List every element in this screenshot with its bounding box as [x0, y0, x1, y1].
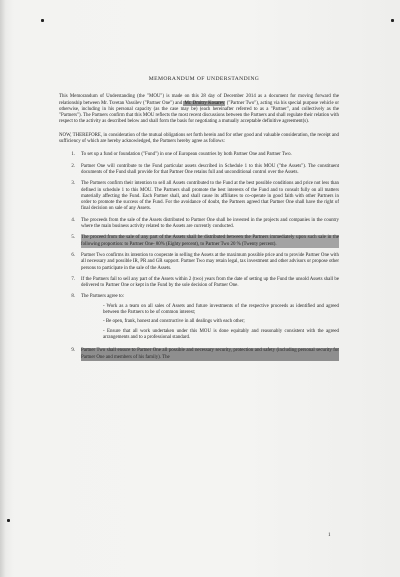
clause-number: 9. — [71, 348, 75, 354]
clause-number: 4. — [71, 217, 75, 223]
whereas-paragraph: NOW, THEREFORE, in consideration of the mutual obligations set forth herein and for other good and valuable consideration, the receipt and sufficiency of which are hereby acknowledged, the Partners hereby agree as follows: — [59, 132, 339, 145]
highlighted-name: Mr. Dmitry Kosarev — [184, 100, 225, 106]
clause-text: The Partners confirm their intention to sell all Assets contributed to the Fund at the best possible conditions and price not less than defined in schedule 1 to this MOU. The Partners shall promote the best interests of the Fund and to consult fully on all matters materially affecting the Fund. Each Partner shall, and shall cause its affiliates to co-operate in good faith with other Partners in order to promote the success of the Fund. For the avoidance of doubt, the Partners agreed that Partner One shall have the right of final decision on sale of any Assets. — [81, 181, 339, 212]
clause-number: 5. — [71, 235, 75, 241]
intro-text-1: This Memorandum of Understanding (the "MOU") is made on this 28 day of December 2014 as a document for moving forward the relationship between Mr. Tsvetan Vassilev ("Partner One") and — [59, 94, 339, 106]
scan-mark — [41, 19, 44, 22]
intro-paragraph — [59, 94, 339, 125]
clause-number: 1. — [71, 152, 75, 158]
clause-intro: The Partners agree to: — [81, 294, 125, 300]
sub-clause: - Be open, frank, honest and constructive in all dealings with each other; — [103, 319, 245, 325]
clause-4 — [59, 218, 339, 231]
clause-text — [81, 294, 339, 343]
clause-6 — [59, 253, 339, 272]
clause-5-highlighted — [59, 235, 339, 248]
sub-clause: - Ensure that all work undertaken under this MOU is done equitably and reasonably consistent with the agreed arrangements and to a professional standard. — [103, 328, 339, 340]
memorandum-body — [59, 76, 339, 366]
clause-list — [59, 152, 339, 360]
clause-text: The proceeds from the sale of the Assets distributed to Partner One shall be invested in the projects and companies in the country where the main business activity related to the Assets are currently conducted. — [81, 217, 339, 230]
clause-2 — [59, 164, 339, 177]
clause-number: 8. — [71, 294, 75, 300]
clause-3 — [59, 181, 339, 212]
document-title: MEMORANDUM OF UNDERSTANDING — [148, 76, 260, 82]
clause-text: The proceed from the sale of any part of the Assets shall be distributed between the Partners immediately upon such sale in the following proportion: to Partner One- 80% (Eighty percent), to Partner Two 20 % (Twenty percent). — [81, 235, 339, 247]
intro-text-2: ("Partner Two"), acting via his special purpose vehicle or otherwise, including in his personal capacity (as the case may be) (each hereinafter referred to as a "Partner", and collectively as the "Partners"). The Partners confirm that this MOU reflects the most recent discussions between the Partners and shall regulate their relation with respect to the activity as described below and shall form the basis for negotiating a mutually acceptable definitive agreement(s). — [59, 100, 339, 125]
clause-text: Partner Two shall ensure to Partner One all possible and necessary security, protection and safety (including personal security for Partner One and members of his family). The — [81, 348, 339, 360]
sub-clause: - Work as a team on all sales of Assets and future investments of the respective proceeds as identified and agreed between the Partners to be of common interest; — [103, 303, 339, 316]
page-mark: 1 — [328, 533, 331, 538]
scan-mark — [391, 19, 394, 22]
clause-number: 7. — [71, 276, 75, 282]
clause-text: Partner One will contribute to the Fund particular assets described in Schedule 1 to this MOU ("the Assets"). The constituent documents of the Fund shall provide for that Partner One retains full and unconditional control over the Assets. — [81, 163, 339, 175]
clause-1 — [59, 152, 339, 158]
clause-text: If the Partners fail to sell any part of the Assets within 2 (two) years from the date of setting up the Fund the unsold Assets shall be delivered to Partner One or kept in the Fund by the sole decision of Partner One. — [81, 276, 339, 289]
scan-mark — [7, 519, 10, 522]
clause-number: 3. — [71, 181, 75, 187]
clause-number: 2. — [71, 163, 75, 169]
clause-text: Partner Two confirms its intention to cooperate in selling the Assets at the maximum possible price and to provide Partner One with all necessary and possible IR, PR and GR support. Partner Two may retain legal, tax investment and other advisors or propose other persons to participate in the sale of the Assets. — [81, 252, 339, 271]
clause-text: To set up a fund or foundation ("Fund") in one of European countries by both Partner One and Partner Two. — [81, 152, 292, 158]
clause-7 — [59, 277, 339, 290]
clause-9-highlighted — [59, 348, 339, 361]
clause-number: 6. — [71, 252, 75, 258]
clause-8 — [59, 294, 339, 343]
